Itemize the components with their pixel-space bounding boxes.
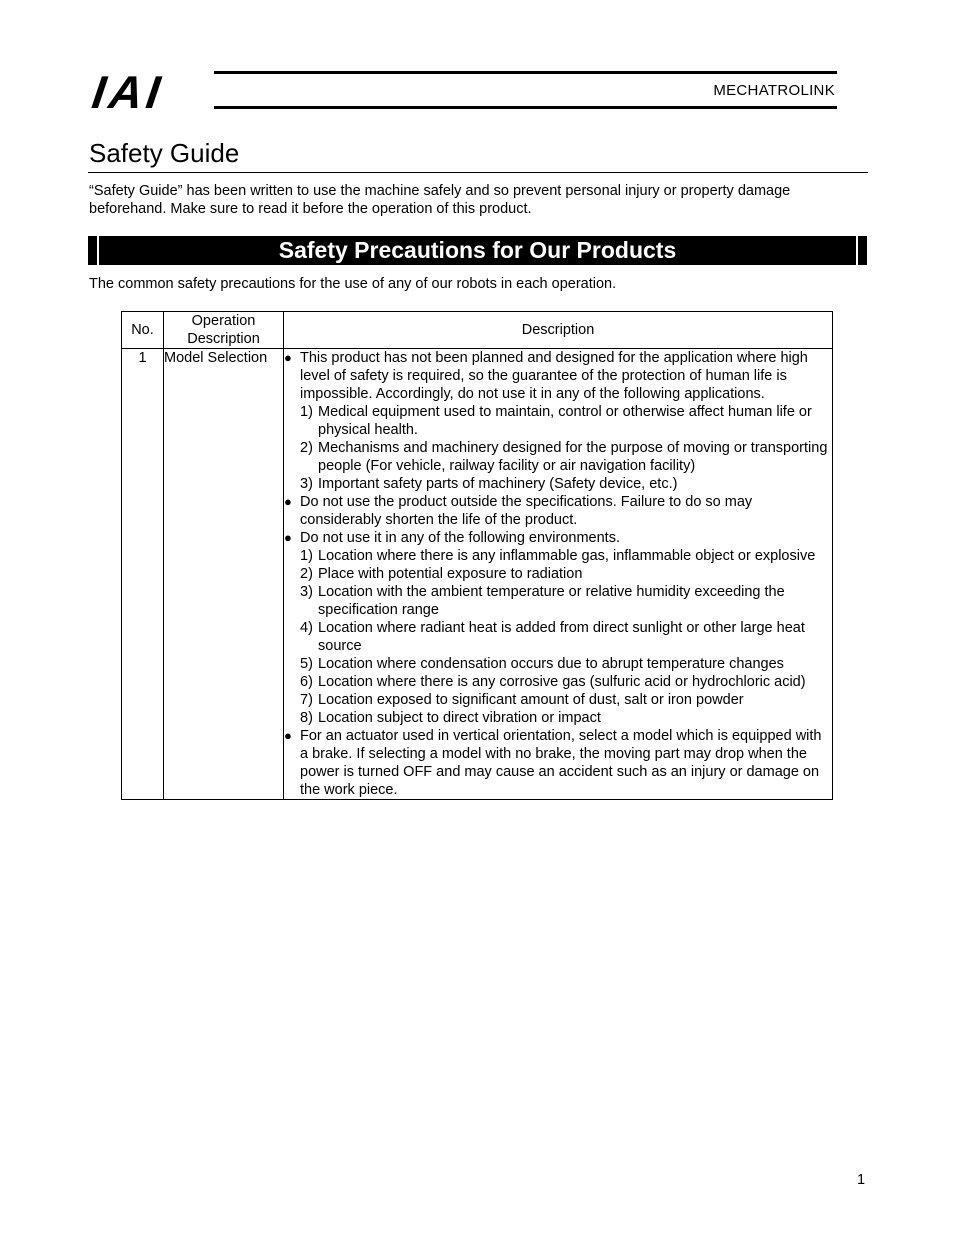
- numbered-item: 3) Important safety parts of machinery (Safety device, etc.): [300, 476, 678, 492]
- bullet-item: ● For an actuator used in vertical orientation, select a model which is equipped with a brake. If selecting a model with no brake, the moving part may drop when the power is turned OFF and may cause an accident such as an injury or damage on the work piece.: [284, 728, 822, 798]
- bullet-icon: ●: [284, 530, 292, 545]
- common-precautions-text: The common safety precautions for the use of any of our robots in each operation.: [89, 276, 617, 292]
- brand-label: MECHATROLINK: [713, 82, 835, 99]
- header-rule-top: [214, 71, 837, 74]
- numbered-item: 1) Location where there is any inflammable gas, inflammable object or explosive: [300, 548, 816, 564]
- bullet-item: ● Do not use it in any of the following environments.: [284, 530, 620, 546]
- numbered-item: 2) Mechanisms and machinery designed for the purpose of moving or transporting people (For vehicle, railway facility or air navigation facility): [300, 440, 828, 474]
- title-divider: [88, 172, 868, 173]
- row-description: [284, 349, 833, 800]
- iai-logo: IAI: [89, 66, 168, 118]
- section-banner: [88, 236, 867, 265]
- header-description: Description: [284, 312, 833, 349]
- numbered-item: 1) Medical equipment used to maintain, control or otherwise affect human life or physical health.: [300, 404, 812, 438]
- numbered-item: 3) Location with the ambient temperature or relative humidity exceeding the specification range: [300, 584, 785, 618]
- table-header-row: [122, 312, 833, 349]
- numbered-item: 2) Place with potential exposure to radiation: [300, 566, 583, 582]
- row-number: 1: [122, 349, 164, 800]
- page-header: [89, 66, 837, 118]
- bullet-icon: ●: [284, 728, 292, 743]
- row-operation: Model Selection: [164, 349, 284, 800]
- numbered-item: 7) Location exposed to significant amount of dust, salt or iron powder: [300, 692, 744, 708]
- table-row: [122, 349, 833, 800]
- numbered-item: 4) Location where radiant heat is added from direct sunlight or other large heat source: [300, 620, 805, 654]
- bullet-icon: ●: [284, 494, 292, 509]
- intro-paragraph: “Safety Guide” has been written to use the machine safely and so prevent personal injury or property damage beforehand. Make sure to read it before the operation of this product.: [89, 183, 791, 217]
- header-rule-bottom: [214, 106, 837, 109]
- page-title: Safety Guide: [89, 138, 240, 168]
- section-banner-title: Safety Precautions for Our Products: [278, 237, 677, 263]
- bullet-item: ● This product has not been planned and designed for the application where high level of safety is required, so the guarantee of the protection of human life is impossible. Accordingly, do not use it in any of the following applications.: [284, 350, 808, 402]
- numbered-item: 5) Location where condensation occurs due to abrupt temperature changes: [300, 656, 784, 672]
- precautions-table: [121, 311, 833, 800]
- page-number: 1: [857, 1172, 866, 1188]
- numbered-item: 8) Location subject to direct vibration or impact: [300, 710, 601, 726]
- header-no: No.: [122, 312, 164, 349]
- bullet-item: ● Do not use the product outside the specifications. Failure to do so may considerably shorten the life of the product.: [284, 494, 753, 528]
- numbered-item: 6) Location where there is any corrosive gas (sulfuric acid or hydrochloric acid): [300, 674, 806, 690]
- bullet-icon: ●: [284, 350, 292, 365]
- header-operation: Operation Description: [164, 312, 284, 349]
